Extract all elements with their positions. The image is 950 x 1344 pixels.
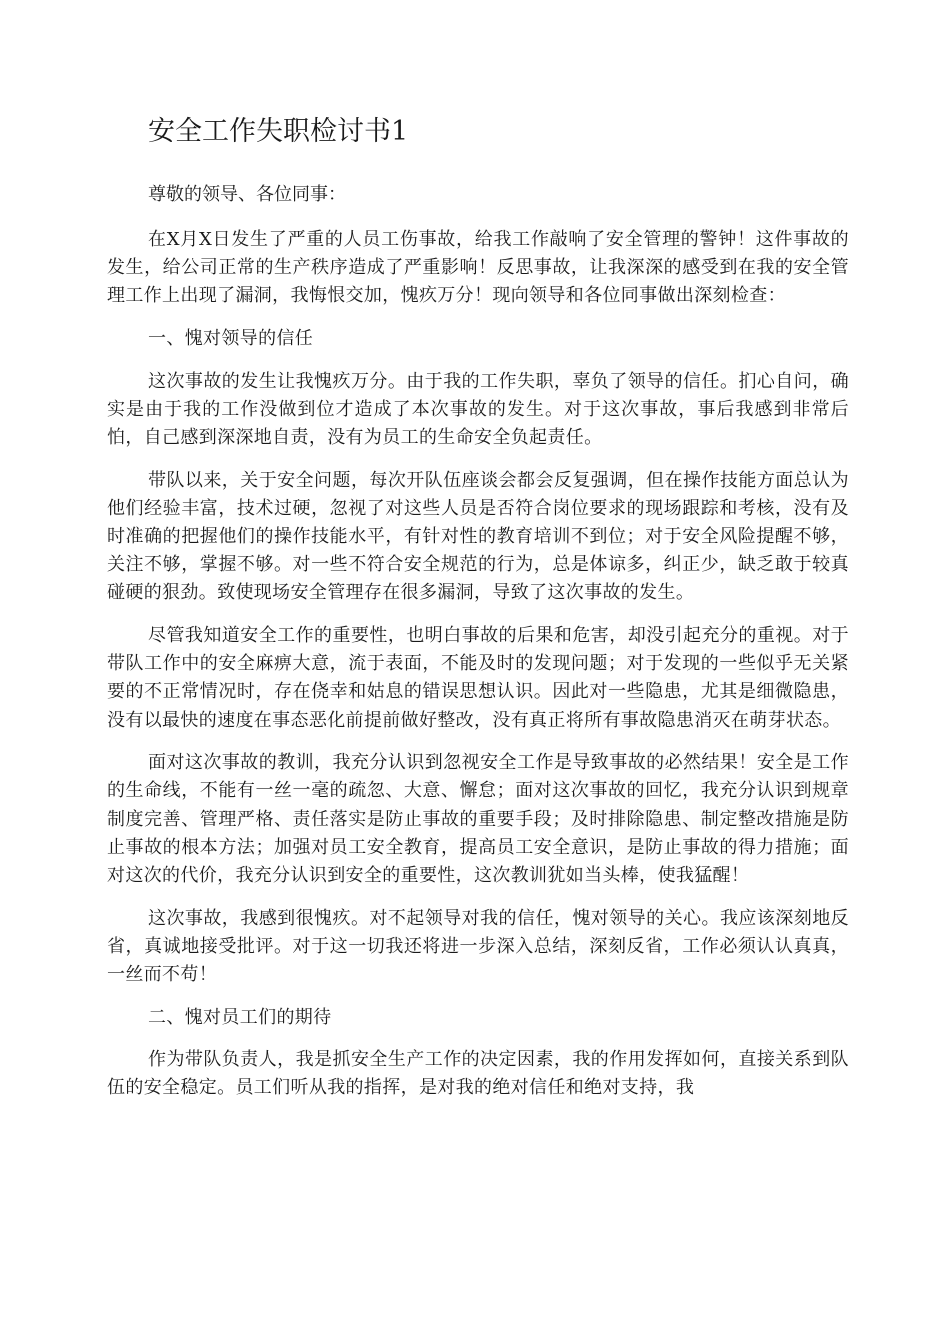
paragraph-incident: 在X月X日发生了严重的人员工伤事故，给我工作敲响了安全管理的警钟！这件事故的发生，给公司正常的生产秩序造成了严重影响！反思事故，让我深深的感受到在我的安全管理工作上出现了漏洞，我悔恨交加，愧疚万分！现向领导和各位同事做出深刻检查： [107,229,849,307]
paragraph-guilt: 这次事故的发生让我愧疚万分。由于我的工作失职，辜负了领导的信任。扪心自问，确实是由于我的工作没做到位才造成了本次事故的发生。对于这次事故，事后我感到非常后怕，自己感到深深地自责，没有为员工的生命安全负起责任。 [107,370,849,448]
paragraph-team-leading: 带队以来，关于安全问题，每次开队伍座谈会都会反复强调，但在操作技能方面总认为他们经验丰富，技术过硬，忽视了对这些人员是否符合岗位要求的现场跟踪和考核，没有及时准确的把握他们的操作技能水平，有针对性的教育培训不到位；对于安全风险提醒不够，关注不够，掌握不够。对一些不符合安全规范的行为，总是体谅多，纠正少，缺乏敢于较真碰硬的狠劲。致使现场安全管理存在很多漏洞，导致了这次事故的发生。 [107,469,849,604]
section-heading-1: 一、愧对领导的信任 [148,328,314,349]
paragraph-responsibility: 作为带队负责人，我是抓安全生产工作的决定因素，我的作用发挥如何，直接关系到队伍的安全稳定。员工们听从我的指挥，是对我的绝对信任和绝对支持，我 [107,1049,849,1099]
paragraph-lessons: 面对这次事故的教训，我充分认识到忽视安全工作是导致事故的必然结果！安全是工作的生命线，不能有一丝一毫的疏忽、大意、懈怠；面对这次事故的回忆，我充分认识到规章制度完善、管理严格、责任落实是防止事故的重要手段；及时排除隐患、制定整改措施是防止事故的根本方法；加强对员工安全教育，提高员工安全意识，是防止事故的得力措施；面对这次的代价，我充分认识到安全的重要性，这次教训犹如当头棒，使我猛醒！ [107,752,849,887]
section-heading-2: 二、愧对员工们的期待 [148,1006,332,1028]
paragraph-awareness: 尽管我知道安全工作的重要性，也明白事故的后果和危害，却没引起充分的重视。对于带队工作中的安全麻痹大意，流于表面，不能及时的发现问题；对于发现的一些似乎无关紧要的不正常情况时，存在侥幸和姑息的错误思想认识。因此对一些隐患，尤其是细微隐患，没有以最快的速度在事态恶化前提前做好整改，没有真正将所有事故隐患消灭在萌芽状态。 [107,625,849,731]
document-body [107,226,849,1117]
document-title: 安全工作失职检讨书1 [148,116,409,147]
salutation: 尊敬的领导、各位同事： [148,184,346,205]
paragraph-reflection: 这次事故，我感到很愧疚。对不起领导对我的信任，愧对领导的关心。我应该深刻地反省，真诚地接受批评。对于这一切我还将进一步深入总结，深刻反省，工作必须认认真真，一丝而不苟！ [107,907,849,986]
